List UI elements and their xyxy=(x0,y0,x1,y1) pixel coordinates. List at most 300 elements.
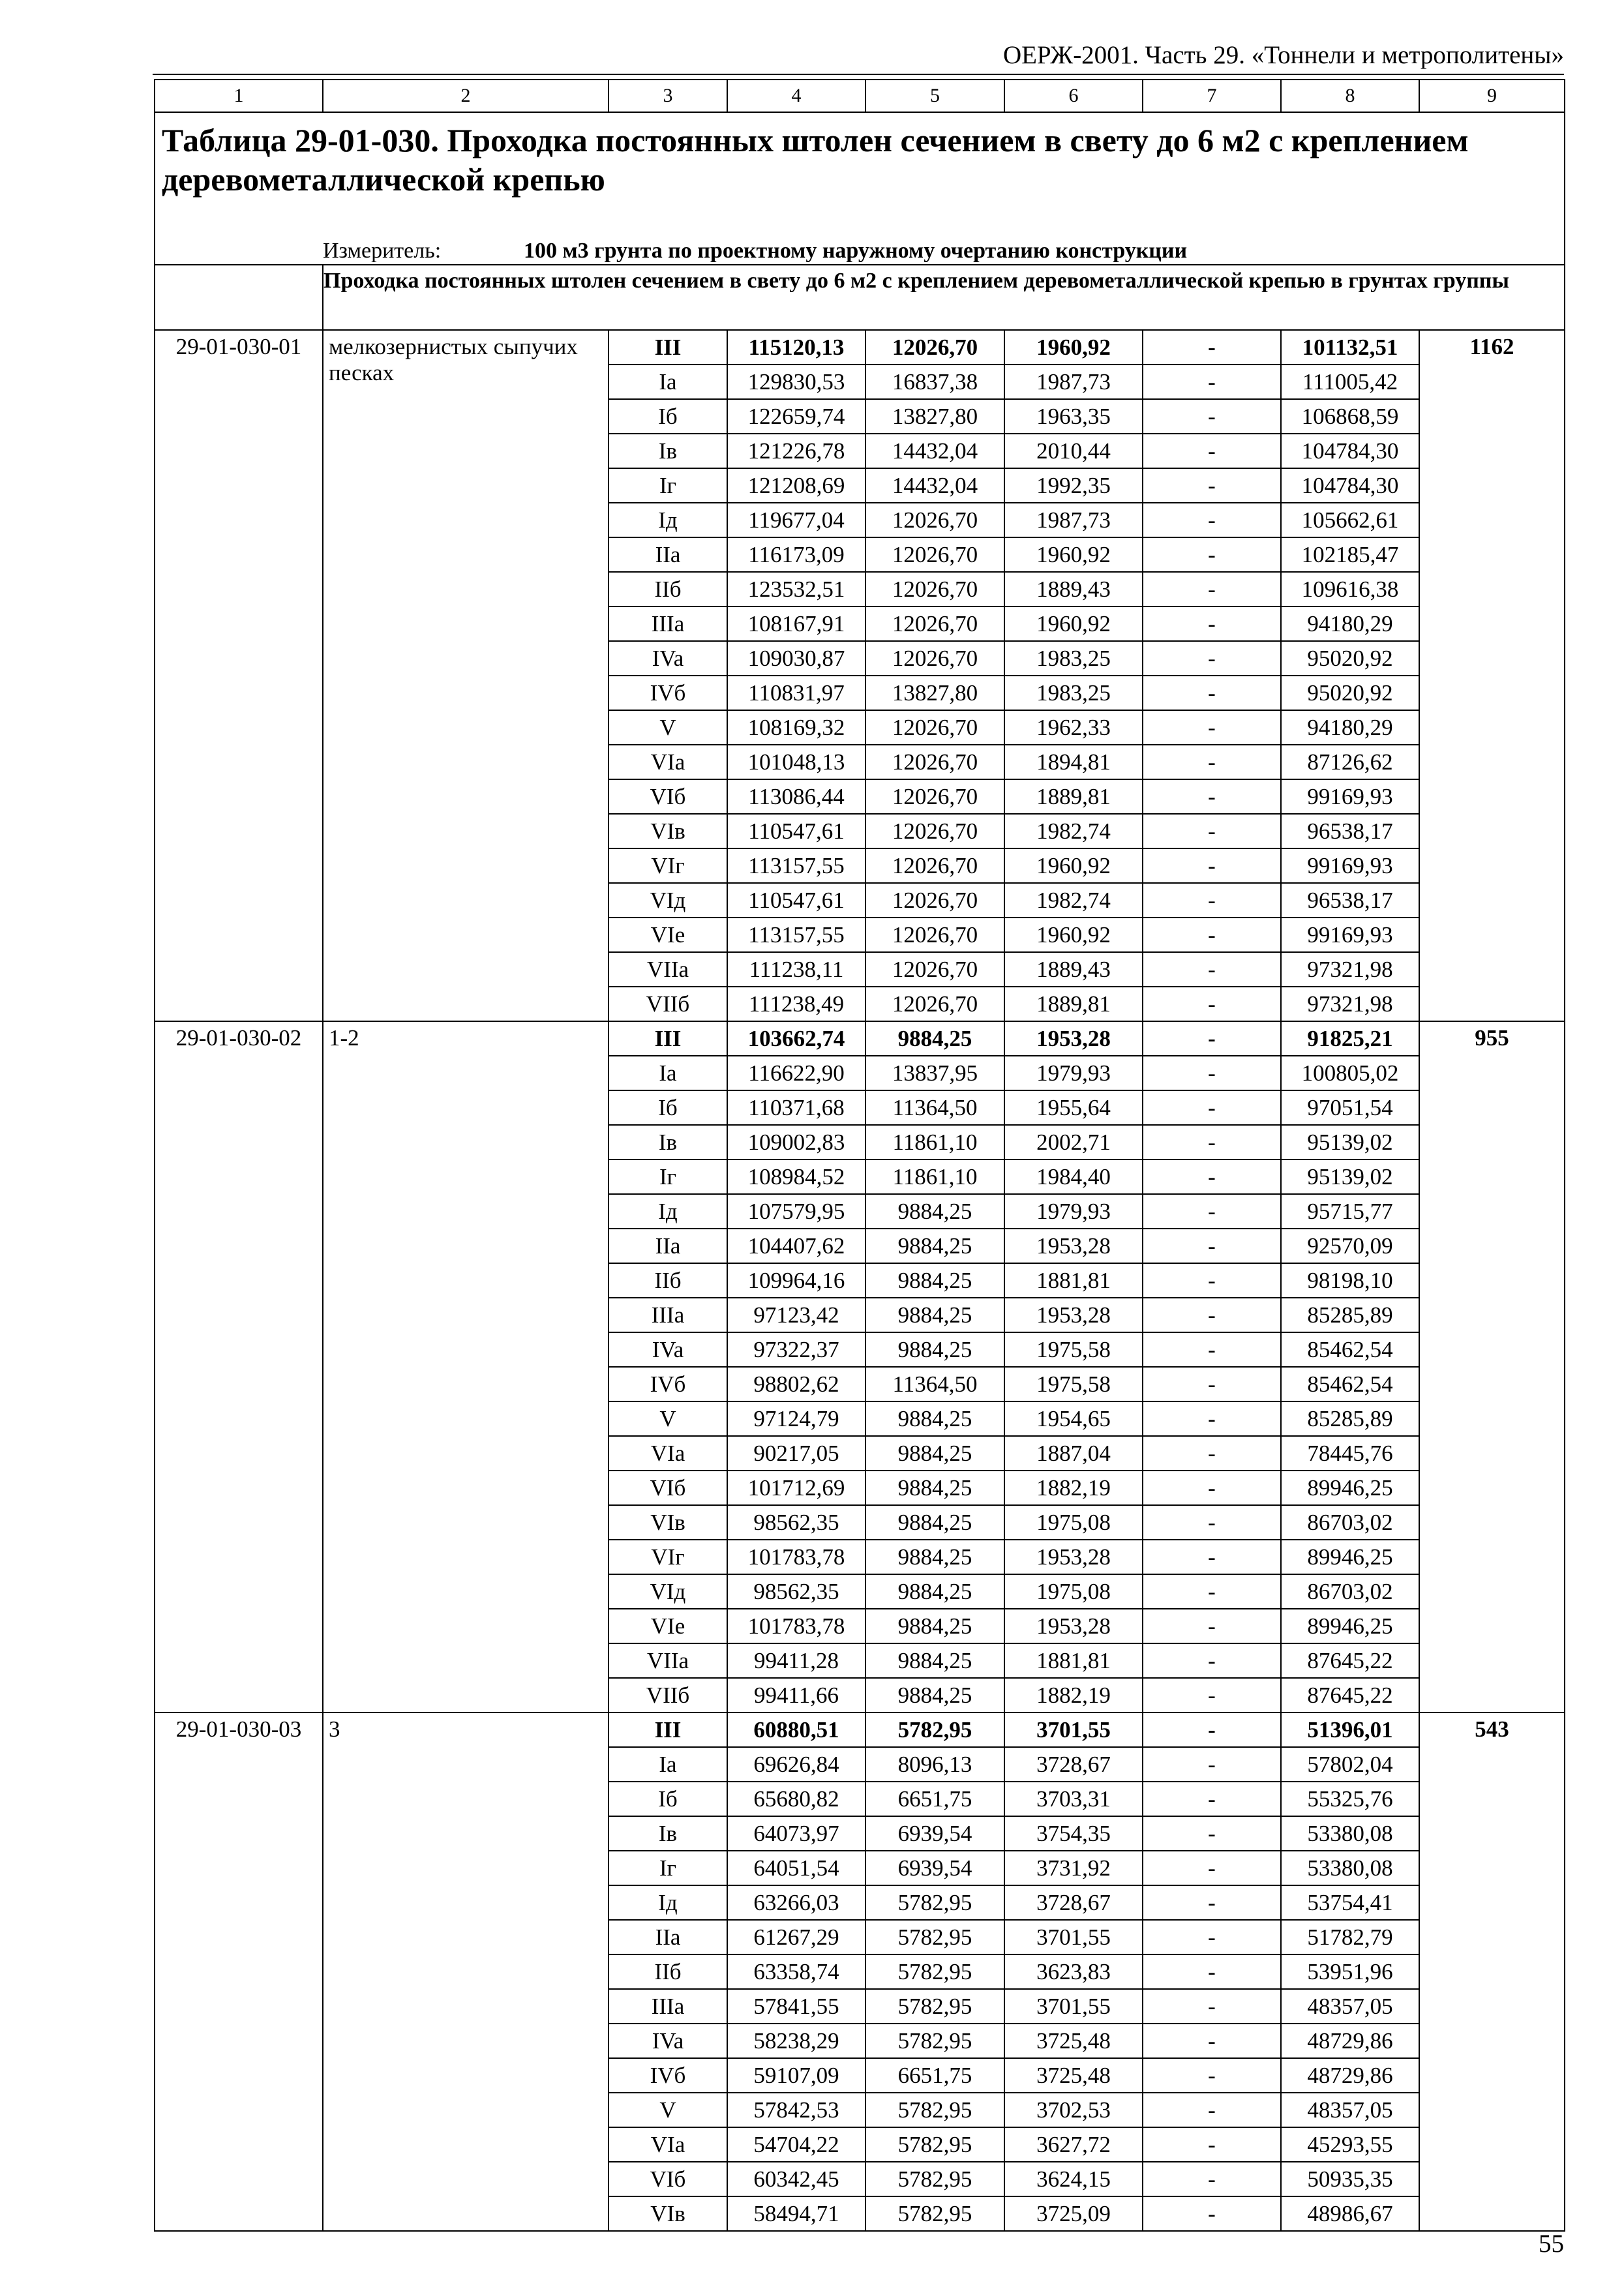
labor-cost: 5782,95 xyxy=(865,1989,1004,2024)
soil-class: Iб xyxy=(609,1782,727,1816)
page-number: 55 xyxy=(1539,2230,1564,2258)
soil-class: Iд xyxy=(609,1194,727,1229)
material-cost: 89946,25 xyxy=(1281,1609,1419,1643)
operators-cost: - xyxy=(1143,1713,1281,1747)
column-number: 5 xyxy=(865,80,1004,112)
total-cost: 101783,78 xyxy=(727,1609,865,1643)
column-number: 9 xyxy=(1419,80,1565,112)
soil-class: Iд xyxy=(609,503,727,537)
machine-cost: 1979,93 xyxy=(1004,1194,1143,1229)
soil-class: Ia xyxy=(609,365,727,399)
machine-cost: 1889,43 xyxy=(1004,952,1143,987)
total-cost: 54704,22 xyxy=(727,2127,865,2162)
machine-cost: 1975,58 xyxy=(1004,1332,1143,1367)
column-number: 7 xyxy=(1143,80,1281,112)
material-cost: 85285,89 xyxy=(1281,1298,1419,1332)
machine-cost: 1983,25 xyxy=(1004,676,1143,710)
soil-class: IIa xyxy=(609,1920,727,1954)
material-cost: 50935,35 xyxy=(1281,2162,1419,2196)
material-cost: 85462,54 xyxy=(1281,1367,1419,1401)
labor-hours: 543 xyxy=(1419,1713,1565,2231)
soil-class: Iв xyxy=(609,434,727,468)
material-cost: 104784,30 xyxy=(1281,468,1419,503)
soil-class: IIa xyxy=(609,1229,727,1263)
operators-cost: - xyxy=(1143,1540,1281,1574)
soil-class: IVб xyxy=(609,2058,727,2093)
operators-cost: - xyxy=(1143,1056,1281,1090)
labor-cost: 9884,25 xyxy=(865,1332,1004,1367)
material-cost: 95139,02 xyxy=(1281,1159,1419,1194)
operators-cost: - xyxy=(1143,1574,1281,1609)
machine-cost: 1960,92 xyxy=(1004,330,1143,365)
labor-cost: 9884,25 xyxy=(865,1436,1004,1471)
machine-cost: 3701,55 xyxy=(1004,1920,1143,1954)
table-row xyxy=(155,1021,1565,1056)
labor-cost: 5782,95 xyxy=(865,2127,1004,2162)
material-cost: 97321,98 xyxy=(1281,987,1419,1021)
labor-cost: 12026,70 xyxy=(865,745,1004,779)
labor-cost: 5782,95 xyxy=(865,2196,1004,2231)
labor-cost: 16837,38 xyxy=(865,365,1004,399)
labor-cost: 5782,95 xyxy=(865,2024,1004,2058)
material-cost: 55325,76 xyxy=(1281,1782,1419,1816)
machine-cost: 3725,48 xyxy=(1004,2058,1143,2093)
soil-class: VIa xyxy=(609,745,727,779)
soil-class: IIIa xyxy=(609,1989,727,2024)
total-cost: 110547,61 xyxy=(727,814,865,848)
soil-class: VIe xyxy=(609,1609,727,1643)
soil-class: IVa xyxy=(609,1332,727,1367)
total-cost: 60342,45 xyxy=(727,2162,865,2196)
operators-cost: - xyxy=(1143,676,1281,710)
header-rule xyxy=(153,74,1564,75)
operators-cost: - xyxy=(1143,1954,1281,1989)
labor-cost: 12026,70 xyxy=(865,606,1004,641)
labor-cost: 9884,25 xyxy=(865,1021,1004,1056)
soil-class: III xyxy=(609,330,727,365)
total-cost: 101712,69 xyxy=(727,1471,865,1505)
material-cost: 48729,86 xyxy=(1281,2058,1419,2093)
material-cost: 53380,08 xyxy=(1281,1851,1419,1885)
total-cost: 108984,52 xyxy=(727,1159,865,1194)
material-cost: 94180,29 xyxy=(1281,710,1419,745)
material-cost: 48357,05 xyxy=(1281,1989,1419,2024)
material-cost: 91825,21 xyxy=(1281,1021,1419,1056)
soil-class: VIIa xyxy=(609,1643,727,1678)
labor-cost: 12026,70 xyxy=(865,779,1004,814)
operators-cost: - xyxy=(1143,1851,1281,1885)
operators-cost: - xyxy=(1143,1263,1281,1298)
operators-cost: - xyxy=(1143,2127,1281,2162)
total-cost: 121208,69 xyxy=(727,468,865,503)
labor-cost: 11364,50 xyxy=(865,1367,1004,1401)
soil-class: Iг xyxy=(609,468,727,503)
total-cost: 98562,35 xyxy=(727,1505,865,1540)
operators-cost: - xyxy=(1143,1609,1281,1643)
total-cost: 109002,83 xyxy=(727,1125,865,1159)
labor-cost: 12026,70 xyxy=(865,537,1004,572)
labor-cost: 5782,95 xyxy=(865,1713,1004,1747)
soil-class: VIa xyxy=(609,2127,727,2162)
material-cost: 109616,38 xyxy=(1281,572,1419,606)
total-cost: 61267,29 xyxy=(727,1920,865,1954)
column-numbers-row xyxy=(155,80,1565,112)
material-cost: 105662,61 xyxy=(1281,503,1419,537)
labor-cost: 9884,25 xyxy=(865,1540,1004,1574)
operators-cost: - xyxy=(1143,1885,1281,1920)
machine-cost: 1881,81 xyxy=(1004,1643,1143,1678)
operators-cost: - xyxy=(1143,572,1281,606)
soil-class: III xyxy=(609,1713,727,1747)
running-header: ОЕРЖ-2001. Часть 29. «Тоннели и метрополитены» xyxy=(1002,41,1564,69)
soil-class: IIIa xyxy=(609,606,727,641)
material-cost: 53951,96 xyxy=(1281,1954,1419,1989)
material-cost: 95715,77 xyxy=(1281,1194,1419,1229)
machine-cost: 3728,67 xyxy=(1004,1885,1143,1920)
labor-cost: 12026,70 xyxy=(865,503,1004,537)
machine-cost: 1953,28 xyxy=(1004,1609,1143,1643)
labor-hours: 1162 xyxy=(1419,330,1565,1021)
total-cost: 123532,51 xyxy=(727,572,865,606)
material-cost: 87645,22 xyxy=(1281,1678,1419,1713)
operators-cost: - xyxy=(1143,468,1281,503)
total-cost: 110547,61 xyxy=(727,883,865,918)
labor-cost: 12026,70 xyxy=(865,848,1004,883)
table-title: Таблица 29-01-030. Проходка постоянных штолен сечением в свету до 6 м2 с креплением деревометаллической крепью xyxy=(155,112,1565,237)
total-cost: 63266,03 xyxy=(727,1885,865,1920)
operators-cost: - xyxy=(1143,1643,1281,1678)
labor-cost: 9884,25 xyxy=(865,1229,1004,1263)
total-cost: 98562,35 xyxy=(727,1574,865,1609)
column-number: 1 xyxy=(155,80,323,112)
total-cost: 116622,90 xyxy=(727,1056,865,1090)
labor-cost: 13827,80 xyxy=(865,399,1004,434)
machine-cost: 1962,33 xyxy=(1004,710,1143,745)
total-cost: 108169,32 xyxy=(727,710,865,745)
labor-cost: 12026,70 xyxy=(865,330,1004,365)
total-cost: 121226,78 xyxy=(727,434,865,468)
labor-cost: 12026,70 xyxy=(865,710,1004,745)
total-cost: 111238,49 xyxy=(727,987,865,1021)
operators-cost: - xyxy=(1143,1920,1281,1954)
labor-cost: 9884,25 xyxy=(865,1643,1004,1678)
operators-cost: - xyxy=(1143,1125,1281,1159)
material-cost: 48986,67 xyxy=(1281,2196,1419,2231)
soil-class: Iб xyxy=(609,399,727,434)
column-number: 3 xyxy=(609,80,727,112)
soil-class: III xyxy=(609,1021,727,1056)
labor-cost: 11861,10 xyxy=(865,1125,1004,1159)
material-cost: 96538,17 xyxy=(1281,814,1419,848)
machine-cost: 1983,25 xyxy=(1004,641,1143,676)
material-cost: 86703,02 xyxy=(1281,1574,1419,1609)
total-cost: 97322,37 xyxy=(727,1332,865,1367)
machine-cost: 1982,74 xyxy=(1004,814,1143,848)
operators-cost: - xyxy=(1143,2196,1281,2231)
machine-cost: 2010,44 xyxy=(1004,434,1143,468)
machine-cost: 1953,28 xyxy=(1004,1298,1143,1332)
total-cost: 60880,51 xyxy=(727,1713,865,1747)
material-cost: 51396,01 xyxy=(1281,1713,1419,1747)
labor-cost: 9884,25 xyxy=(865,1194,1004,1229)
soil-class: IIIa xyxy=(609,1298,727,1332)
labor-cost: 12026,70 xyxy=(865,572,1004,606)
labor-cost: 13827,80 xyxy=(865,676,1004,710)
operators-cost: - xyxy=(1143,1159,1281,1194)
operators-cost: - xyxy=(1143,503,1281,537)
machine-cost: 1987,73 xyxy=(1004,503,1143,537)
operators-cost: - xyxy=(1143,1021,1281,1056)
machine-cost: 1992,35 xyxy=(1004,468,1143,503)
total-cost: 90217,05 xyxy=(727,1436,865,1471)
machine-cost: 1982,74 xyxy=(1004,883,1143,918)
total-cost: 122659,74 xyxy=(727,399,865,434)
total-cost: 98802,62 xyxy=(727,1367,865,1401)
operators-cost: - xyxy=(1143,330,1281,365)
material-cost: 92570,09 xyxy=(1281,1229,1419,1263)
material-cost: 87126,62 xyxy=(1281,745,1419,779)
machine-cost: 3702,53 xyxy=(1004,2093,1143,2127)
machine-cost: 1953,28 xyxy=(1004,1540,1143,1574)
total-cost: 58494,71 xyxy=(727,2196,865,2231)
soil-class: VIв xyxy=(609,1505,727,1540)
machine-cost: 1984,40 xyxy=(1004,1159,1143,1194)
soil-class: Iг xyxy=(609,1159,727,1194)
material-cost: 89946,25 xyxy=(1281,1540,1419,1574)
material-cost: 97051,54 xyxy=(1281,1090,1419,1125)
soil-class: VIa xyxy=(609,1436,727,1471)
material-cost: 95139,02 xyxy=(1281,1125,1419,1159)
labor-cost: 5782,95 xyxy=(865,2093,1004,2127)
machine-cost: 1881,81 xyxy=(1004,1263,1143,1298)
measure-value: 100 м3 грунта по проектному наружному очертанию конструкции xyxy=(524,239,1188,263)
labor-cost: 12026,70 xyxy=(865,987,1004,1021)
operators-cost: - xyxy=(1143,883,1281,918)
material-cost: 85285,89 xyxy=(1281,1401,1419,1436)
operators-cost: - xyxy=(1143,1401,1281,1436)
operators-cost: - xyxy=(1143,1816,1281,1851)
total-cost: 116173,09 xyxy=(727,537,865,572)
labor-cost: 9884,25 xyxy=(865,1263,1004,1298)
total-cost: 111238,11 xyxy=(727,952,865,987)
machine-cost: 3627,72 xyxy=(1004,2127,1143,2162)
soil-class: Iд xyxy=(609,1885,727,1920)
operators-cost: - xyxy=(1143,365,1281,399)
soil-class: Iв xyxy=(609,1816,727,1851)
total-cost: 119677,04 xyxy=(727,503,865,537)
material-cost: 104784,30 xyxy=(1281,434,1419,468)
material-cost: 96538,17 xyxy=(1281,883,1419,918)
table-row xyxy=(155,1713,1565,1747)
group-header: Проходка постоянных штолен сечением в свету до 6 м2 с креплением деревометаллической крепью в грунтах группы xyxy=(323,265,1565,330)
group-header-row xyxy=(155,265,1565,330)
labor-cost: 9884,25 xyxy=(865,1471,1004,1505)
rate-code: 29-01-030-01 xyxy=(155,330,323,1021)
machine-cost: 1889,43 xyxy=(1004,572,1143,606)
operators-cost: - xyxy=(1143,2093,1281,2127)
material-cost: 106868,59 xyxy=(1281,399,1419,434)
total-cost: 109964,16 xyxy=(727,1263,865,1298)
operators-cost: - xyxy=(1143,399,1281,434)
material-cost: 53380,08 xyxy=(1281,1816,1419,1851)
total-cost: 113157,55 xyxy=(727,848,865,883)
soil-description: 1-2 xyxy=(323,1021,609,1713)
soil-class: VIд xyxy=(609,1574,727,1609)
total-cost: 115120,13 xyxy=(727,330,865,365)
labor-cost: 8096,13 xyxy=(865,1747,1004,1782)
operators-cost: - xyxy=(1143,2162,1281,2196)
operators-cost: - xyxy=(1143,1229,1281,1263)
labor-cost: 6939,54 xyxy=(865,1851,1004,1885)
machine-cost: 1953,28 xyxy=(1004,1229,1143,1263)
material-cost: 89946,25 xyxy=(1281,1471,1419,1505)
operators-cost: - xyxy=(1143,434,1281,468)
total-cost: 65680,82 xyxy=(727,1782,865,1816)
operators-cost: - xyxy=(1143,710,1281,745)
machine-cost: 3701,55 xyxy=(1004,1713,1143,1747)
material-cost: 86703,02 xyxy=(1281,1505,1419,1540)
table-row xyxy=(155,330,1565,365)
machine-cost: 1882,19 xyxy=(1004,1678,1143,1713)
machine-cost: 1963,35 xyxy=(1004,399,1143,434)
soil-class: VIIб xyxy=(609,1678,727,1713)
material-cost: 102185,47 xyxy=(1281,537,1419,572)
material-cost: 111005,42 xyxy=(1281,365,1419,399)
rates-table xyxy=(154,79,1565,2232)
machine-cost: 3623,83 xyxy=(1004,1954,1143,1989)
machine-cost: 3728,67 xyxy=(1004,1747,1143,1782)
total-cost: 97123,42 xyxy=(727,1298,865,1332)
soil-class: VIд xyxy=(609,883,727,918)
operators-cost: - xyxy=(1143,1782,1281,1816)
labor-cost: 6939,54 xyxy=(865,1816,1004,1851)
total-cost: 64073,97 xyxy=(727,1816,865,1851)
labor-cost: 9884,25 xyxy=(865,1574,1004,1609)
total-cost: 108167,91 xyxy=(727,606,865,641)
rate-code: 29-01-030-02 xyxy=(155,1021,323,1713)
operators-cost: - xyxy=(1143,1678,1281,1713)
column-number: 4 xyxy=(727,80,865,112)
soil-class: IIa xyxy=(609,537,727,572)
machine-cost: 1975,08 xyxy=(1004,1574,1143,1609)
machine-cost: 1960,92 xyxy=(1004,848,1143,883)
soil-class: VIб xyxy=(609,779,727,814)
labor-cost: 12026,70 xyxy=(865,918,1004,952)
labor-cost: 5782,95 xyxy=(865,2162,1004,2196)
labor-hours: 955 xyxy=(1419,1021,1565,1713)
soil-class: VIIa xyxy=(609,952,727,987)
labor-cost: 11861,10 xyxy=(865,1159,1004,1194)
operators-cost: - xyxy=(1143,1298,1281,1332)
soil-class: IVб xyxy=(609,1367,727,1401)
total-cost: 103662,74 xyxy=(727,1021,865,1056)
labor-cost: 12026,70 xyxy=(865,641,1004,676)
material-cost: 99169,93 xyxy=(1281,918,1419,952)
labor-cost: 9884,25 xyxy=(865,1505,1004,1540)
machine-cost: 3725,48 xyxy=(1004,2024,1143,2058)
operators-cost: - xyxy=(1143,745,1281,779)
soil-class: IVa xyxy=(609,2024,727,2058)
material-cost: 101132,51 xyxy=(1281,330,1419,365)
soil-class: VIIб xyxy=(609,987,727,1021)
soil-class: Ia xyxy=(609,1056,727,1090)
operators-cost: - xyxy=(1143,1367,1281,1401)
soil-class: VIв xyxy=(609,814,727,848)
soil-class: IIб xyxy=(609,1954,727,1989)
machine-cost: 3725,09 xyxy=(1004,2196,1143,2231)
soil-class: VIe xyxy=(609,918,727,952)
material-cost: 98198,10 xyxy=(1281,1263,1419,1298)
operators-cost: - xyxy=(1143,814,1281,848)
labor-cost: 13837,95 xyxy=(865,1056,1004,1090)
soil-class: IVa xyxy=(609,641,727,676)
material-cost: 87645,22 xyxy=(1281,1643,1419,1678)
total-cost: 129830,53 xyxy=(727,365,865,399)
operators-cost: - xyxy=(1143,1989,1281,2024)
operators-cost: - xyxy=(1143,987,1281,1021)
labor-cost: 5782,95 xyxy=(865,1885,1004,1920)
labor-cost: 12026,70 xyxy=(865,952,1004,987)
column-number: 6 xyxy=(1004,80,1143,112)
soil-class: IIб xyxy=(609,572,727,606)
labor-cost: 9884,25 xyxy=(865,1298,1004,1332)
soil-class: V xyxy=(609,710,727,745)
total-cost: 59107,09 xyxy=(727,2058,865,2093)
total-cost: 69626,84 xyxy=(727,1747,865,1782)
soil-class: VIв xyxy=(609,2196,727,2231)
operators-cost: - xyxy=(1143,848,1281,883)
column-number: 2 xyxy=(323,80,609,112)
machine-cost: 1979,93 xyxy=(1004,1056,1143,1090)
machine-cost: 1955,64 xyxy=(1004,1090,1143,1125)
labor-cost: 9884,25 xyxy=(865,1609,1004,1643)
machine-cost: 3703,31 xyxy=(1004,1782,1143,1816)
material-cost: 94180,29 xyxy=(1281,606,1419,641)
operators-cost: - xyxy=(1143,2058,1281,2093)
total-cost: 58238,29 xyxy=(727,2024,865,2058)
total-cost: 64051,54 xyxy=(727,1851,865,1885)
measure-label: Измеритель: xyxy=(323,239,442,263)
labor-cost: 6651,75 xyxy=(865,2058,1004,2093)
total-cost: 99411,66 xyxy=(727,1678,865,1713)
machine-cost: 1960,92 xyxy=(1004,606,1143,641)
material-cost: 99169,93 xyxy=(1281,779,1419,814)
total-cost: 107579,95 xyxy=(727,1194,865,1229)
machine-cost: 1882,19 xyxy=(1004,1471,1143,1505)
machine-cost: 2002,71 xyxy=(1004,1125,1143,1159)
total-cost: 113157,55 xyxy=(727,918,865,952)
machine-cost: 1894,81 xyxy=(1004,745,1143,779)
soil-class: Iг xyxy=(609,1851,727,1885)
machine-cost: 1953,28 xyxy=(1004,1021,1143,1056)
material-cost: 100805,02 xyxy=(1281,1056,1419,1090)
labor-cost: 9884,25 xyxy=(865,1401,1004,1436)
rate-code: 29-01-030-03 xyxy=(155,1713,323,2231)
machine-cost: 1975,58 xyxy=(1004,1367,1143,1401)
soil-class: VIб xyxy=(609,1471,727,1505)
material-cost: 57802,04 xyxy=(1281,1747,1419,1782)
material-cost: 85462,54 xyxy=(1281,1332,1419,1367)
material-cost: 78445,76 xyxy=(1281,1436,1419,1471)
soil-description: мелкозернистых сыпучих песках xyxy=(323,330,609,1021)
labor-cost: 6651,75 xyxy=(865,1782,1004,1816)
column-number: 8 xyxy=(1281,80,1419,112)
total-cost: 101048,13 xyxy=(727,745,865,779)
material-cost: 53754,41 xyxy=(1281,1885,1419,1920)
material-cost: 97321,98 xyxy=(1281,952,1419,987)
soil-class: VIб xyxy=(609,2162,727,2196)
machine-cost: 1954,65 xyxy=(1004,1401,1143,1436)
